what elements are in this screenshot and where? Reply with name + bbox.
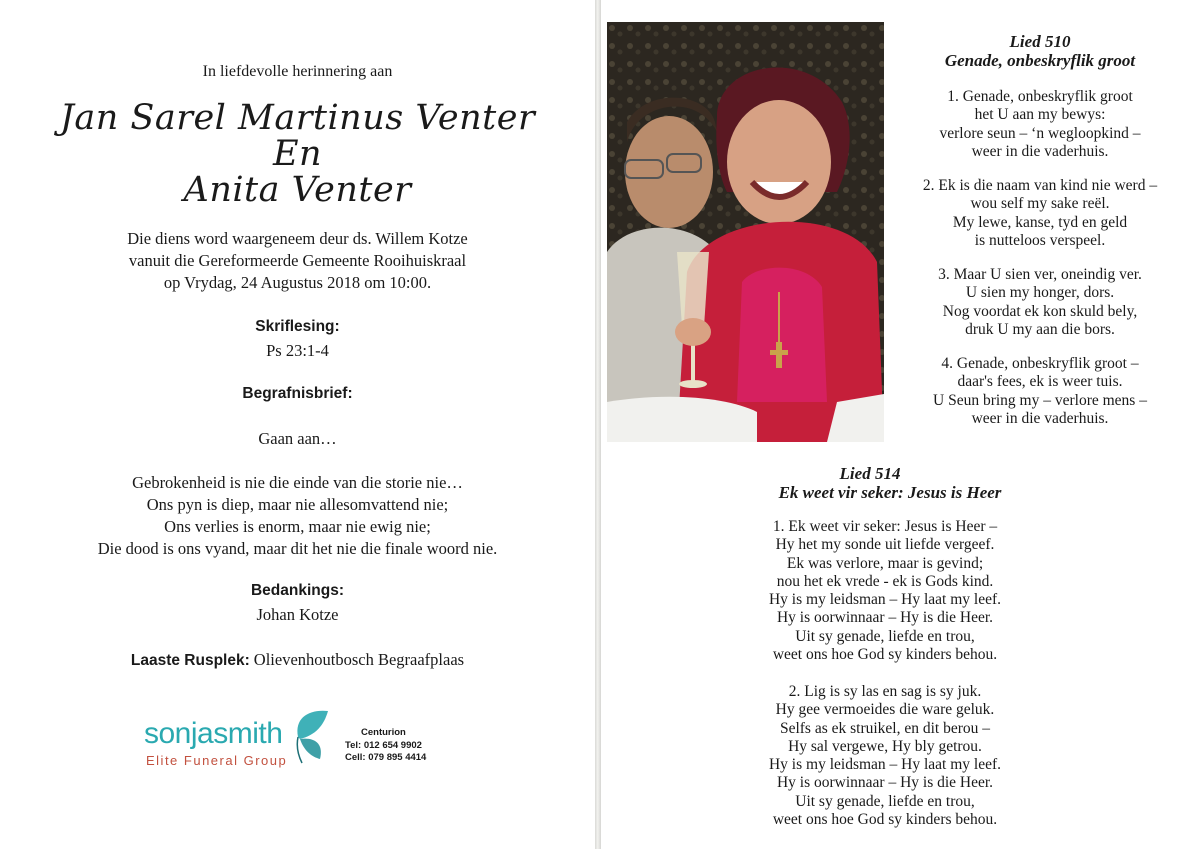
logo-name: sonjasmith — [144, 717, 283, 750]
photo-illustration — [607, 22, 884, 442]
verse-line: weer in die vaderhuis. — [971, 409, 1109, 427]
hymn-510-verse — [880, 177, 1200, 250]
verse-line: Selfs as ek struikel, en dit berou – — [779, 719, 991, 737]
verse-line: Hy het my sonde uit liefde vergeef. — [775, 536, 995, 554]
name-jan: Jan Sarel Martinus Venter — [59, 98, 536, 138]
contact-cell: Cell: 079 895 4414 — [345, 752, 427, 763]
verse-line: U sien my honger, dors. — [965, 284, 1115, 302]
verse-line: Hy is oorwinnaar – Hy is die Heer. — [776, 609, 994, 627]
verse-line: wou self my sake reël. — [970, 195, 1110, 213]
verse-line: Hy is oorwinnaar – Hy is die Heer. — [776, 774, 994, 792]
verse-line: verlore seun – ‘n wegloopkind – — [939, 124, 1141, 142]
letter-line: Gebrokenheid is nie die einde van die storie nie… — [132, 473, 463, 492]
hymn-510-title: Genade, onbeskryflik groot — [944, 51, 1136, 70]
funeral-group-logo — [140, 707, 470, 777]
logo-contact — [345, 727, 426, 765]
hymn-510-verse — [880, 266, 1200, 339]
resting-label: Laaste Rusplek: — [130, 652, 250, 669]
verse-line: My lewe, kanse, tyd en geld — [952, 213, 1128, 231]
hymn-514-verse — [715, 683, 1055, 829]
name-anita: Anita Venter — [183, 170, 412, 210]
verse-line: Hy gee vermoeides die ware geluk. — [775, 701, 995, 719]
service-line: vanuit die Gereformeerde Gemeente Rooihuiskraal — [128, 251, 467, 270]
verse-line: 1. Ek weet vir seker: Jesus is Heer – — [772, 518, 998, 535]
letter-body — [0, 472, 595, 560]
verse-line: weet ons hoe God sy kinders behou. — [772, 811, 998, 829]
verse-line: Hy is my leidsman – Hy laat my leef. — [768, 591, 1002, 609]
verse-line: druk U my aan die bors. — [965, 320, 1115, 338]
resting-location: Olievenhoutbosch Begraafplaas — [253, 650, 465, 669]
verse-line: weer in die vaderhuis. — [971, 142, 1109, 160]
verse-line: 4. Genade, onbeskryflik groot – — [941, 355, 1139, 372]
hymn-510-verse — [880, 355, 1200, 428]
verse-line: Hy is my leidsman – Hy laat my leef. — [768, 756, 1002, 774]
deceased-names — [0, 100, 595, 208]
verse-line: het U aan my bewys: — [974, 106, 1106, 124]
service-details — [0, 228, 595, 294]
hymn-514-title: Ek weet vir seker: Jesus is Heer — [778, 483, 1002, 502]
verse-line: U Seun bring my – verlore mens – — [933, 391, 1147, 409]
hymn-514-verse — [715, 518, 1055, 664]
scripture-heading: Skriflesing: — [255, 318, 340, 335]
letter-line: Die dood is ons vyand, maar dit het nie die finale woord nie. — [97, 539, 498, 558]
service-line: op Vrydag, 24 Augustus 2018 om 10:00. — [163, 273, 432, 292]
verse-line: Ek was verlore, maar is gevind; — [786, 554, 984, 572]
verse-line: 2. Lig is sy las en sag is sy juk. — [788, 683, 982, 700]
verse-line: weet ons hoe God sy kinders behou. — [772, 646, 998, 664]
verse-line: daar's fees, ek is weer tuis. — [957, 373, 1123, 391]
verse-line: 3. Maar U sien ver, oneindig ver. — [938, 266, 1142, 283]
letter-line: Ons verlies is enorm, maar nie ewig nie; — [164, 517, 431, 536]
verse-line: 2. Ek is die naam van kind nie werd – — [922, 177, 1158, 194]
verse-line: Uit sy genade, liefde en trou, — [795, 792, 975, 810]
scripture-reference: Ps 23:1-4 — [266, 341, 329, 360]
contact-city: Centurion — [361, 727, 406, 738]
contact-tel: Tel: 012 654 9902 — [345, 739, 422, 751]
verse-line: is nutteloos verspeel. — [974, 231, 1106, 249]
name-connector: En — [272, 134, 323, 174]
letter-opening: Gaan aan… — [258, 429, 337, 448]
resting-place — [0, 649, 595, 671]
verse-line: nou het ek vrede - ek is Gods kind. — [776, 572, 994, 590]
memorial-intro: In liefdevolle herinnering aan — [202, 63, 393, 80]
verse-line: Nog voordat ek kon skuld bely, — [942, 302, 1138, 320]
couple-photo — [607, 22, 884, 442]
letter-heading: Begrafnisbrief: — [242, 385, 353, 402]
letter-line: Ons pyn is diep, maar nie allesomvattend nie; — [146, 495, 449, 514]
thanks-name: Johan Kotze — [256, 605, 339, 624]
butterfly-icon — [290, 707, 332, 765]
service-line: Die diens word waargeneem deur ds. Willem Kotze — [127, 229, 468, 248]
verse-line: 1. Genade, onbeskryflik groot — [947, 88, 1133, 105]
logo-tagline: Elite Funeral Group — [146, 753, 288, 768]
thanks-heading: Bedankings: — [250, 582, 344, 599]
hymn-510-verse — [880, 88, 1200, 161]
verse-line: Uit sy genade, liefde en trou, — [795, 627, 975, 645]
hymn-514-number: Lied 514 — [839, 464, 901, 483]
page-fold — [595, 0, 601, 849]
hymn-510-number: Lied 510 — [1009, 32, 1071, 51]
verse-line: Hy sal vergewe, Hy bly getrou. — [788, 737, 982, 755]
